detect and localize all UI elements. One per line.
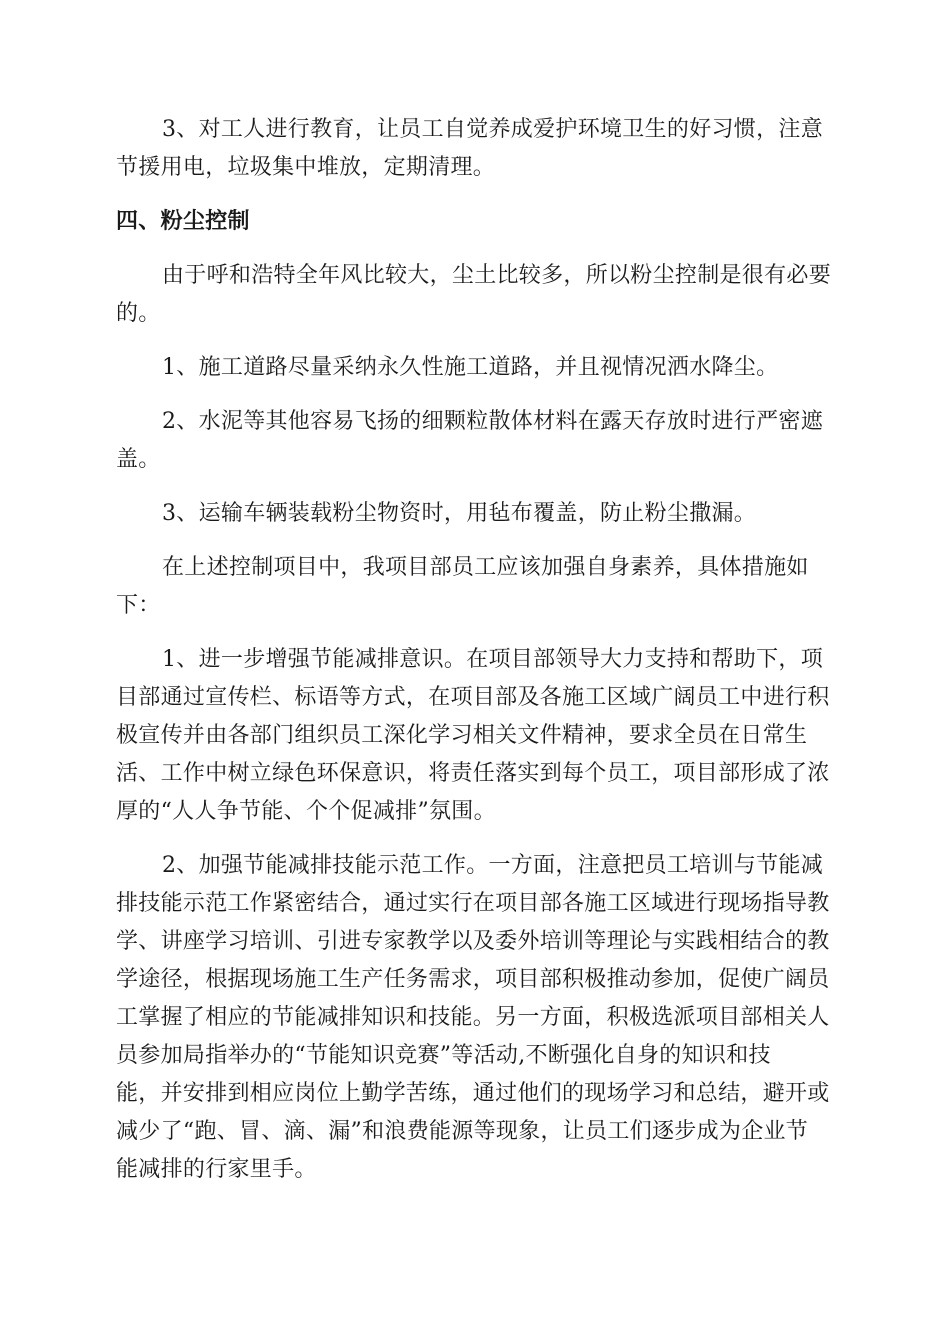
- paragraph-line: 能，并安排到相应岗位上勤学苦练，通过他们的现场学习和总结，避开或: [116, 1081, 830, 1106]
- paragraph-line: 活、工作中树立绿色环保意识，将责任落实到每个员工，项目部形成了浓: [116, 761, 830, 786]
- paragraph-line: 3、运输车辆装载粉尘物资时，用毡布覆盖，防止粉尘撒漏。: [162, 501, 757, 526]
- paragraph-line: 极宣传并由各部门组织员工深化学习相关文件精神，要求全员在日常生: [116, 723, 808, 748]
- paragraph-line: 2、加强节能减排技能示范工作。一方面，注意把员工培训与节能减: [162, 853, 823, 878]
- paragraph-line: 排技能示范工作紧密结合，通过实行在项目部各施工区域进行现场指导教: [116, 891, 830, 916]
- paragraph-line: 在上述控制项目中，我项目部员工应该加强自身素养，具体措施如: [162, 555, 809, 580]
- paragraph-line: 减少了“跑、冒、滴、漏”和浪费能源等现象，让员工们逐步成为企业节: [116, 1119, 809, 1144]
- paragraph-line: 厚的“人人争节能、个个促减排”氛围。: [116, 799, 496, 824]
- paragraph-line: 目部通过宣传栏、标语等方式，在项目部及各施工区域广阔员工中进行积: [116, 685, 830, 710]
- paragraph-line: 能减排的行家里手。: [116, 1157, 317, 1182]
- paragraph-line: 由于呼和浩特全年风比较大，尘土比较多，所以粉尘控制是很有必要: [162, 263, 832, 288]
- paragraph-line: 工掌握了相应的节能减排知识和技能。另一方面，积极选派项目部相关人: [116, 1005, 830, 1030]
- section-heading: 四、粉尘控制: [116, 209, 250, 234]
- paragraph-line: 1、施工道路尽量采纳永久性施工道路，并且视情况洒水降尘。: [162, 355, 779, 380]
- paragraph-line: 学途径，根据现场施工生产任务需求，项目部积极推动参加，促使广阔员: [116, 967, 830, 992]
- paragraph-line: 盖。: [116, 447, 161, 472]
- paragraph-line: 3、对工人进行教育，让员工自觉养成爱护环境卫生的好习惯，注意: [162, 117, 823, 142]
- paragraph-line: 下：: [116, 593, 161, 618]
- paragraph-line: 的。: [116, 301, 161, 326]
- paragraph-line: 员参加局指举办的“节能知识竞赛”等活动,不断强化自身的知识和技: [116, 1043, 771, 1068]
- paragraph-line: 学、讲座学习培训、引进专家教学以及委外培训等理论与实践相结合的教: [116, 929, 830, 954]
- paragraph-line: 节援用电，垃圾集中堆放，定期清理。: [116, 155, 496, 180]
- paragraph-line: 2、水泥等其他容易飞扬的细颗粒散体材料在露天存放时进行严密遮: [162, 409, 823, 434]
- paragraph-line: 1、进一步增强节能减排意识。在项目部领导大力支持和帮助下，项: [162, 647, 823, 672]
